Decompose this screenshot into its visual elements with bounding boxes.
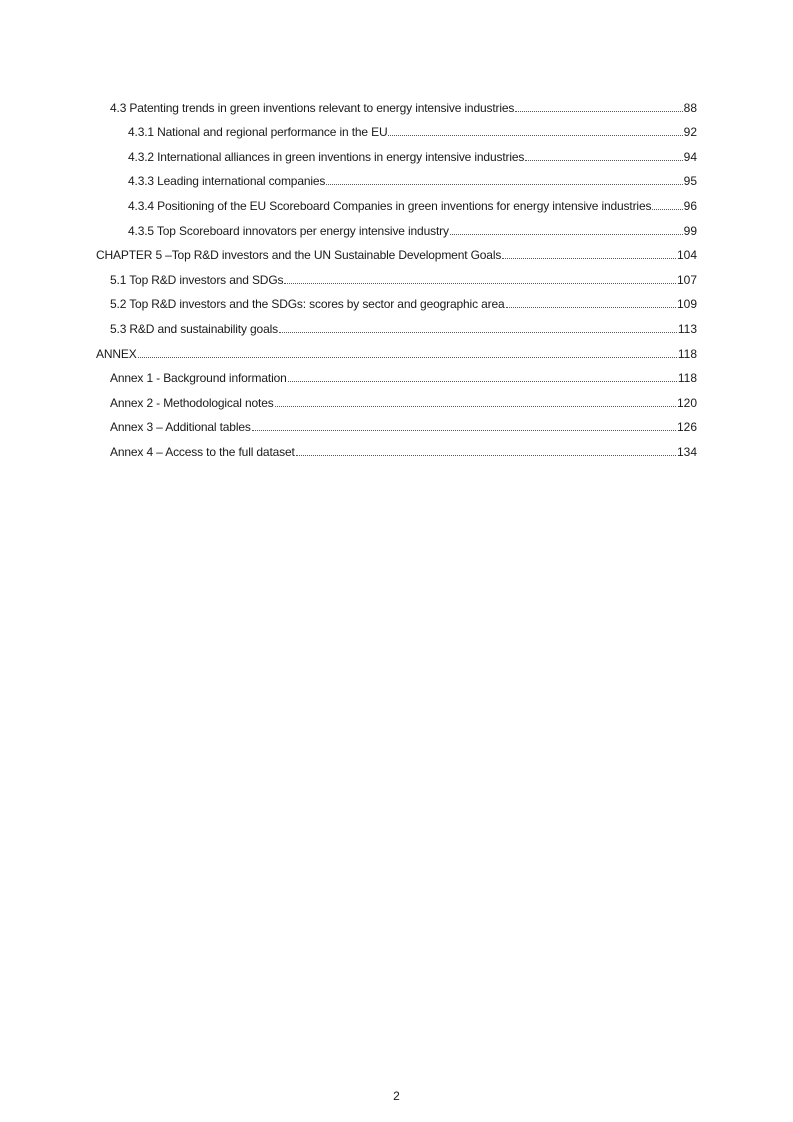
toc-entry[interactable] <box>0 190 697 215</box>
toc-entry-page: 95 <box>683 174 697 189</box>
toc-entry[interactable] <box>0 363 697 388</box>
toc-entry-title: 4.3.1 National and regional performance in the EU <box>128 125 388 140</box>
toc-entry-title: Annex 3 – Additional tables <box>110 420 251 435</box>
toc-entry-page: 104 <box>676 248 697 263</box>
toc-leader-dots <box>252 429 676 431</box>
toc-entry-page: 109 <box>676 297 697 312</box>
toc-entry[interactable] <box>0 313 697 338</box>
toc-entry-page: 99 <box>683 223 697 238</box>
toc-leader-dots <box>388 134 682 136</box>
toc-entry[interactable] <box>0 289 697 314</box>
page-number: 2 <box>393 1089 400 1103</box>
toc-leader-dots <box>275 405 676 407</box>
toc-entry-title: 5.1 Top R&D investors and SDGs <box>110 272 284 287</box>
toc-entry-title: 5.3 R&D and sustainability goals <box>110 321 278 336</box>
toc-entry-title: 4.3.5 Top Scoreboard innovators per energy intensive industry <box>128 223 449 238</box>
toc-entry-page: 120 <box>676 395 697 410</box>
toc-entry-page: 126 <box>676 420 697 435</box>
toc-entry-page: 88 <box>683 100 697 115</box>
toc-entry-page: 96 <box>683 198 697 213</box>
toc-entry-title: CHAPTER 5 –Top R&D investors and the UN Sustainable Development Goals <box>96 248 502 263</box>
table-of-contents <box>0 92 793 461</box>
toc-entry[interactable] <box>0 166 697 191</box>
toc-leader-dots <box>652 208 682 210</box>
toc-entry-page: 118 <box>677 371 697 386</box>
toc-leader-dots <box>296 454 676 456</box>
toc-entry-page: 94 <box>683 149 697 164</box>
toc-leader-dots <box>279 331 677 333</box>
toc-entry-title: Annex 1 - Background information <box>110 371 287 386</box>
toc-entry[interactable] <box>0 240 697 265</box>
toc-entry-title: 4.3 Patenting trends in green inventions relevant to energy intensive industries <box>110 100 515 115</box>
toc-entry[interactable] <box>0 141 697 166</box>
toc-leader-dots <box>284 282 676 284</box>
toc-entry[interactable] <box>0 92 697 117</box>
toc-leader-dots <box>288 380 677 382</box>
toc-entry-title: 4.3.3 Leading international companies <box>128 174 326 189</box>
toc-leader-dots <box>450 233 683 235</box>
toc-entry[interactable] <box>0 436 697 461</box>
toc-entry-title: ANNEX <box>96 346 137 361</box>
toc-entry[interactable] <box>0 412 697 437</box>
toc-leader-dots <box>515 110 682 112</box>
toc-entry-page: 113 <box>677 321 697 336</box>
toc-entry-title: Annex 2 - Methodological notes <box>110 395 274 410</box>
toc-entry[interactable] <box>0 338 697 363</box>
toc-entry[interactable] <box>0 215 697 240</box>
toc-entry-page: 134 <box>676 444 697 459</box>
toc-entry-page: 107 <box>676 272 697 287</box>
toc-entry-title: 4.3.4 Positioning of the EU Scoreboard Companies in green inventions for energy intensive industries <box>128 198 652 213</box>
toc-entry-title: 4.3.2 International alliances in green inventions in energy intensive industries <box>128 149 525 164</box>
toc-entry-title: Annex 4 – Access to the full dataset <box>110 444 295 459</box>
toc-entry-page: 92 <box>683 125 697 140</box>
toc-leader-dots <box>138 356 677 358</box>
toc-entry[interactable] <box>0 117 697 142</box>
toc-leader-dots <box>525 159 682 161</box>
toc-leader-dots <box>502 257 676 259</box>
toc-entry[interactable] <box>0 387 697 412</box>
toc-entry-title: 5.2 Top R&D investors and the SDGs: scores by sector and geographic area <box>110 297 505 312</box>
toc-leader-dots <box>506 306 676 308</box>
toc-entry-page: 118 <box>677 346 697 361</box>
toc-entry[interactable] <box>0 264 697 289</box>
toc-leader-dots <box>326 183 682 185</box>
